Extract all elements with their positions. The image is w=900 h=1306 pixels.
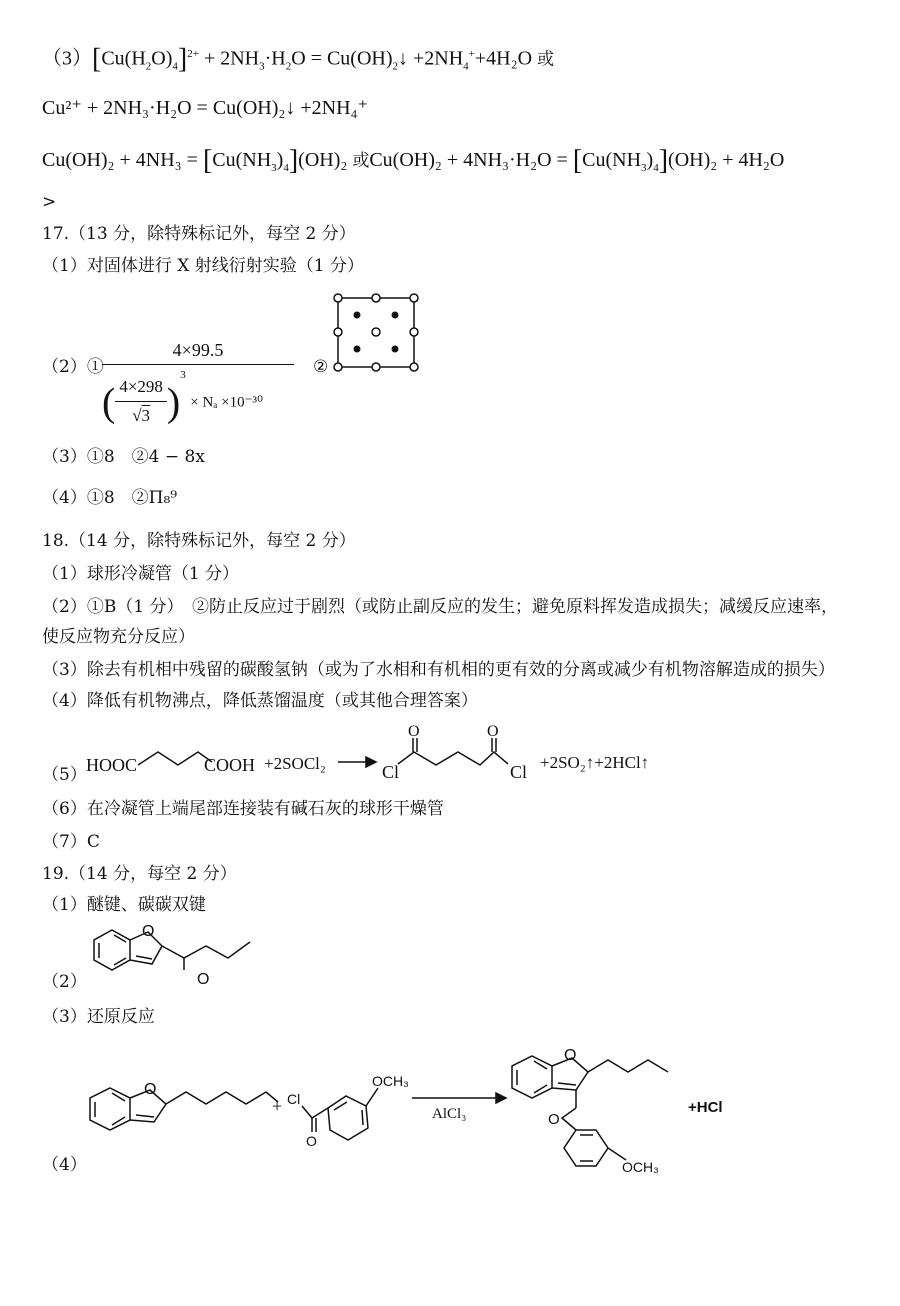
q18-reagent: +2SOCl₂ xyxy=(264,754,326,773)
q18-cl2: Cl xyxy=(510,762,528,782)
q19-p4-label: （4） xyxy=(42,1155,87,1175)
q18-cl1: Cl xyxy=(382,762,400,782)
q18-header: 18.（14 分，除特殊标记外，每空 2 分） xyxy=(42,531,356,551)
q17-na: × Nₐ ×10⁻³⁰ xyxy=(190,394,264,411)
q19-p2-label: （2） xyxy=(42,972,87,992)
q17-den-den: √3 xyxy=(132,406,151,426)
q17-p2-label: （2）① xyxy=(42,357,104,377)
q17-p4: （4）①8 ②Π₈⁹ xyxy=(42,488,178,508)
furan-double xyxy=(136,956,152,959)
q18-cooh: COOH xyxy=(204,755,256,775)
q16-eq3-a: Cu(OH)₂ + 4NH₃ = xyxy=(42,149,198,171)
q16-or: 或 xyxy=(537,49,555,69)
q19-p1: （1）醚键、碳碳双键 xyxy=(42,895,206,915)
q17-p3: （3）①8 ②4 − 8x xyxy=(42,447,205,467)
q17-formula-num: 4×99.5 xyxy=(102,340,294,365)
q19-p4-alcl3: AlCl₃ xyxy=(432,1106,467,1122)
q19-p4-o-r1: O xyxy=(144,1081,157,1098)
q18-p2a: （2）①B（1 分） ②防止反应过于剧烈（或防止副反应的发生；避免原料挥发造成损失；减缓反应速率， xyxy=(42,597,839,617)
q18-arrowhead xyxy=(366,757,376,767)
r2-inner-2 xyxy=(362,1110,363,1125)
p-benzene xyxy=(512,1056,552,1098)
side-chain xyxy=(162,942,250,958)
q18-p4: （4）降低有机物沸点，降低蒸馏温度（或其他合理答案） xyxy=(42,691,478,711)
q19-p2-o-keto: O xyxy=(197,971,210,988)
q19-arrowhead xyxy=(496,1093,506,1103)
q19-p4-och3: OCH₃ xyxy=(372,1073,409,1089)
q18-p7: （7）C xyxy=(42,832,100,852)
q18-hooc: HOOC xyxy=(86,755,138,775)
q17-exp: 3 xyxy=(180,369,186,381)
q17-den-num: 4×298 xyxy=(115,377,167,402)
q17-formula-den: ( $\frac{4\times 298}{√3}$ )$^3$ × Nₐ ×10⁻³⁰ xyxy=(102,369,264,426)
p-butyl xyxy=(588,1060,668,1072)
q17-circ2: ② xyxy=(313,357,329,377)
q18-products: +2SO₂↑+2HCl↑ xyxy=(540,753,650,772)
p-furan-double xyxy=(558,1083,576,1085)
q17-formula xyxy=(102,340,294,426)
q18-o1: O xyxy=(408,723,420,740)
q16-label: （3） xyxy=(42,47,92,70)
q16-eq2: Cu²⁺ + 2NH₃·H₂O = Cu(OH)₂↓ +2NH₄⁺ xyxy=(42,97,369,119)
q18-p3: （3）除去有机相中残留的碳酸氢钠（或为了水相和有机相的更有效的分离或减少有机物溶解造成的损失） xyxy=(42,660,835,680)
q19-reaction-scheme xyxy=(82,1036,762,1186)
q16-gt: > xyxy=(42,192,57,212)
q19-structure-2 xyxy=(84,918,284,988)
q18-chain-left xyxy=(138,752,212,765)
q17-den-rad: 3 xyxy=(141,406,151,426)
r1-benzene xyxy=(90,1088,130,1130)
q19-p4-plus: + xyxy=(272,1096,283,1116)
q19-p4-o-keto: O xyxy=(306,1133,317,1149)
q16-eq3-c: Cu(OH)₂ + 4NH₃·H₂O = xyxy=(369,149,568,171)
q16-eq3-d: (OH)₂ + 4H₂O xyxy=(668,149,785,171)
q16-eq1-tail: +4H₂O xyxy=(474,47,533,70)
q18-chain-right xyxy=(398,752,508,765)
q18-p6: （6）在冷凝管上端尾部连接装有碱石灰的球形干燥管 xyxy=(42,799,444,819)
q18-p1: （1）球形冷凝管（1 分） xyxy=(42,564,240,584)
q16-eq1-row: $(3)[Cu(H_2O)_4]^{2+} + 2NH_3\cdot H_2O$ = $Cu(OH)_2↓ +2NH_4^++4H_2O$ 或 xyxy=(42,43,555,75)
q16-eq3-or: 或 xyxy=(352,151,370,170)
r2-acyl xyxy=(302,1106,328,1118)
q16-eq3-b: (OH)₂ xyxy=(298,149,348,171)
q18-p5-label: （5） xyxy=(42,765,87,785)
q17-p1: （1）对固体进行 X 射线衍射实验（1 分） xyxy=(42,256,364,276)
q19-p4-o-p-ring: O xyxy=(564,1047,577,1064)
crystal-cell-diagram xyxy=(332,292,422,372)
q16-eq3-row: $Cu(OH)_2 + 4NH_3 = [Cu(NH_3)_4](OH)_2$ 或$Cu(OH)_2 + 4NH_3\cdot H_2O = [Cu(NH_3)_4](OH)_2 + 4H_2O$ xyxy=(42,145,785,176)
q18-reaction-scheme xyxy=(84,720,684,790)
q19-p4-hcl: +HCl xyxy=(688,1099,723,1116)
q19-p4-cl: Cl xyxy=(287,1091,301,1107)
q19-p4-och3-prod: OCH₃ xyxy=(622,1159,659,1175)
q19-p4-o-p-keto: O xyxy=(548,1111,560,1128)
p-keto-c xyxy=(562,1108,576,1130)
r1-furan-double xyxy=(136,1115,154,1117)
q19-header: 19.（14 分，每空 2 分） xyxy=(42,864,237,884)
q19-p3: （3）还原反应 xyxy=(42,1007,155,1027)
q18-p2b: 使反应物充分反应） xyxy=(42,627,195,647)
r2-bond-och3 xyxy=(366,1088,378,1106)
q17-header: 17.（13 分，除特殊标记外，每空 2 分） xyxy=(42,224,356,244)
q19-p2-o-ring: O xyxy=(142,923,155,940)
r1-chain xyxy=(166,1092,278,1104)
q18-o2: O xyxy=(487,723,499,740)
